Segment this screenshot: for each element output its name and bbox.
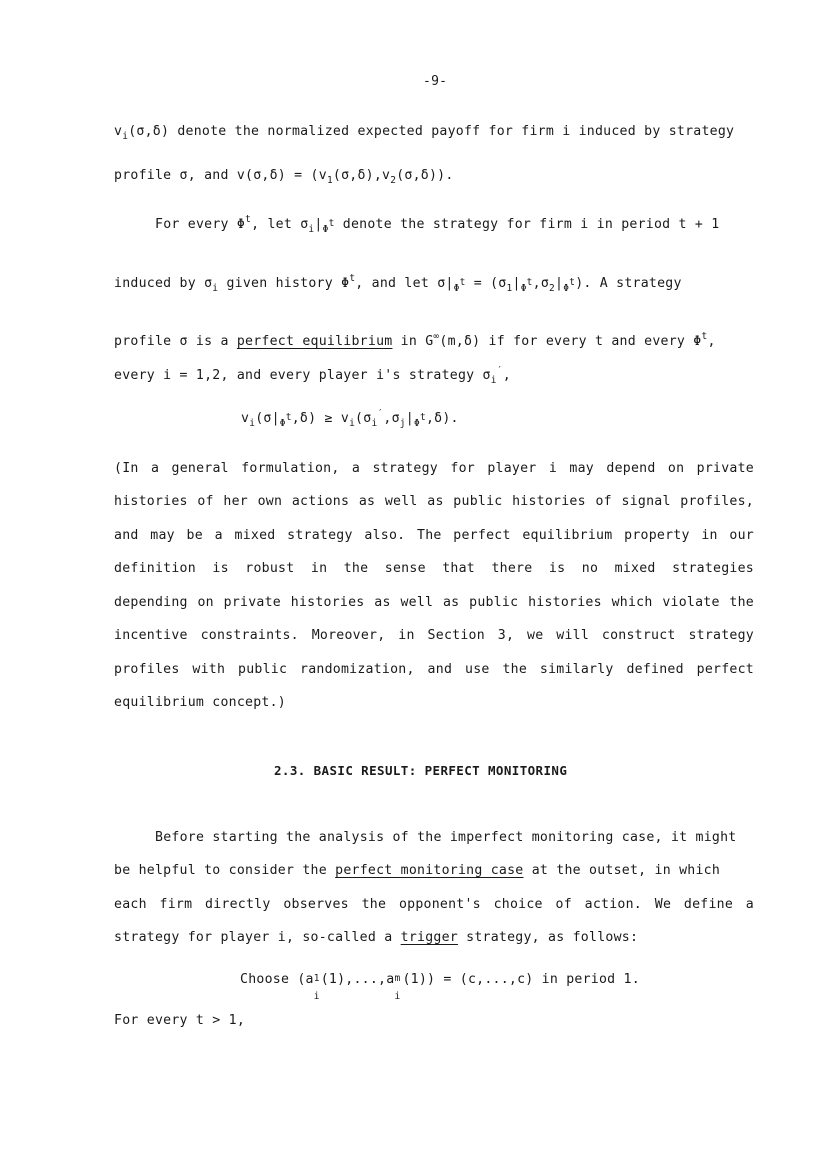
- superscript: t: [245, 214, 252, 225]
- para1-line1: [114, 124, 734, 140]
- text: Φ: [279, 418, 286, 429]
- subscript: i: [249, 418, 256, 429]
- subscript: 2: [390, 175, 397, 186]
- superscript: t: [328, 218, 335, 229]
- text: ,: [502, 368, 511, 383]
- superscript: t: [569, 277, 576, 288]
- text: (σ,δ) denote the normalized expected payoff for firm i induced by strategy: [128, 124, 735, 139]
- subscript: i: [212, 283, 219, 294]
- para1-line2: [114, 168, 454, 184]
- para3-line: definition is robust in the sense that there is no mixed strategies: [114, 561, 754, 576]
- last-line: For every t > 1,: [114, 1013, 246, 1028]
- para3-line: equilibrium concept.): [114, 695, 286, 710]
- para3-line: and may be a mixed strategy also. The perfect equilibrium property in our: [114, 528, 754, 543]
- para2-line4: [114, 365, 511, 386]
- emphasis-underline: perfect equilibrium: [236, 334, 393, 349]
- emphasis-underline: trigger: [400, 930, 458, 945]
- text: induced by σ: [114, 276, 213, 291]
- superscript: t: [349, 273, 356, 284]
- subscript: [563, 277, 576, 294]
- para3-line: histories of her own actions as well as public histories of signal profiles,: [114, 494, 754, 509]
- superscript: t: [459, 277, 466, 288]
- text: (σ|: [255, 411, 280, 426]
- subscript: i: [308, 224, 315, 235]
- subscript: 2: [549, 283, 556, 294]
- para2-line3: [114, 331, 716, 350]
- para4-line1: Before starting the analysis of the imperfect monitoring case, it might: [155, 830, 737, 845]
- text: (1)) = (c,...,c) in period 1.: [402, 972, 640, 987]
- text: in G: [392, 334, 434, 349]
- text: profile σ is a: [114, 334, 237, 349]
- text: ,σ: [383, 411, 400, 426]
- text: ,δ).: [425, 411, 459, 426]
- text: every i = 1,2, and every player i's strategy σ: [114, 368, 491, 383]
- text: ). A strategy: [575, 276, 682, 291]
- subscript: i: [490, 375, 497, 386]
- text: v: [241, 411, 250, 426]
- superscript: ′: [377, 408, 384, 419]
- text: v: [114, 124, 123, 139]
- subscript: [520, 277, 533, 294]
- text: Choose (a: [240, 972, 314, 987]
- text: (σ,δ)).: [396, 168, 454, 183]
- text: Φ: [322, 224, 329, 235]
- text: Φ: [563, 283, 570, 294]
- para4-line4: [114, 930, 638, 946]
- text: Φ: [520, 283, 527, 294]
- equation-2: Choose (a 1 i (1),...,a m i (1)) = (c,...,c) in period 1.: [240, 972, 640, 1002]
- superscript: t: [701, 331, 708, 342]
- subscript: i: [122, 131, 129, 142]
- text: Φ: [413, 418, 420, 429]
- superscript: ′: [496, 365, 503, 376]
- text: ,δ) ≥ v: [291, 411, 350, 426]
- text: = (σ: [465, 276, 507, 291]
- text: |: [555, 276, 564, 291]
- equation-1: [241, 408, 459, 429]
- page-number: -9-: [423, 74, 448, 89]
- subscript: 1: [506, 283, 513, 294]
- text: |: [512, 276, 521, 291]
- para4-line3: each firm directly observes the opponent's choice of action. We define a: [114, 897, 754, 912]
- superscript: ∞: [433, 331, 440, 342]
- para3-line: (In a general formulation, a strategy for player i may depend on private: [114, 461, 754, 476]
- subscript: [453, 277, 466, 294]
- subscript: i: [349, 418, 356, 429]
- para3-line: depending on private histories as well as public histories which violate the: [114, 595, 754, 610]
- subscript: j: [399, 418, 406, 429]
- text: strategy for player i, so-called a: [114, 930, 401, 945]
- section-heading: 2.3. BASIC RESULT: PERFECT MONITORING: [274, 763, 568, 778]
- subscript: [322, 218, 335, 235]
- text: profile σ, and v(σ,δ) = (v: [114, 168, 327, 183]
- subscript: [413, 412, 426, 429]
- text: (σ: [355, 411, 372, 426]
- text: |: [405, 411, 414, 426]
- para4-line2: [114, 863, 720, 879]
- para2-line2: [114, 273, 682, 294]
- text: denote the strategy for firm i in period t + 1: [334, 217, 720, 232]
- text: ,σ: [532, 276, 550, 291]
- para2-line1: [155, 214, 720, 235]
- text: , let σ: [251, 217, 309, 232]
- text: |: [314, 217, 323, 232]
- superscript: t: [526, 277, 533, 288]
- subscript: 1: [326, 175, 333, 186]
- text: Φ: [453, 283, 460, 294]
- text: at the outset, in which: [523, 863, 721, 878]
- subscript: i: [371, 418, 378, 429]
- text: (1),...,a: [320, 972, 395, 987]
- para3-line: profiles with public randomization, and use the similarly defined perfect: [114, 662, 754, 677]
- text: , and let σ|: [355, 276, 454, 291]
- text: given history Φ: [218, 276, 350, 291]
- superscript: t: [285, 412, 292, 423]
- text: For every Φ: [155, 217, 246, 232]
- text: strategy, as follows:: [457, 930, 639, 945]
- text: (m,δ) if for every t and every Φ: [439, 334, 702, 349]
- emphasis-underline: perfect monitoring case: [335, 863, 524, 878]
- subscript: [279, 412, 292, 429]
- para3-line: incentive constraints. Moreover, in Section 3, we will construct strategy: [114, 628, 754, 643]
- text: be helpful to consider the: [114, 863, 336, 878]
- superscript: t: [419, 412, 426, 423]
- text: (σ,δ),v: [332, 168, 391, 183]
- text: ,: [707, 334, 716, 349]
